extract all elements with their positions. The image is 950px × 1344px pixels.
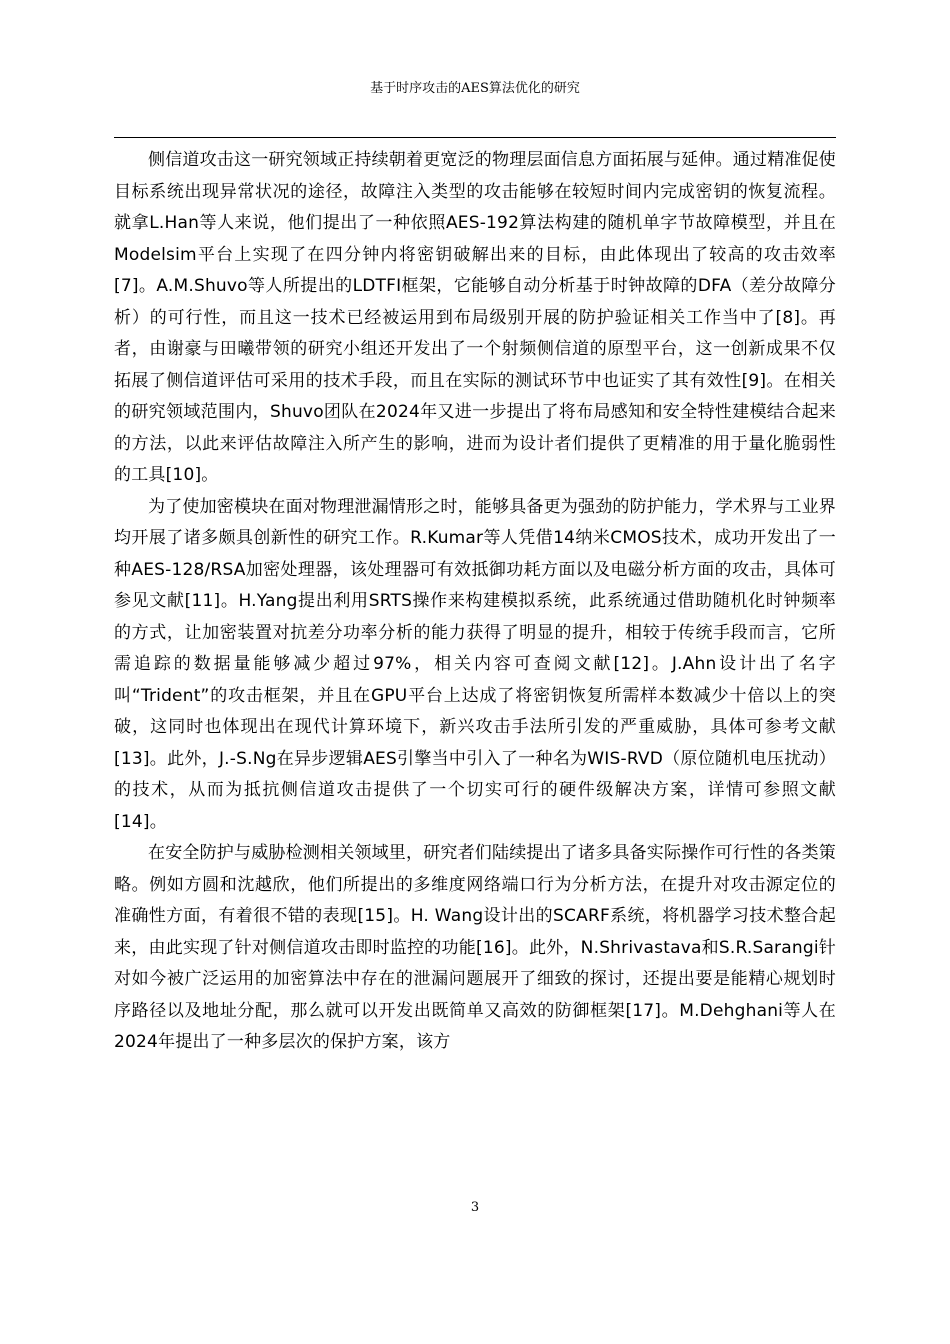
paragraph-hardware-countermeasures: 为了使加密模块在面对物理泄漏情形之时，能够具备更为强劲的防护能力，学术界与工业界均开展了诸多颇具创新性的研究工作。R.Kumar等人凭借14纳米CMOS技术，成功开发出了一种AES-128/RSA加密处理器，该处理器可有效抵御功耗方面以及电磁分析方面的攻击，具体可参见文献[11]。H.Yang提出利用SRTS操作来构建模拟系统，此系统通过借助随机化时钟频率的方式，让加密装置对抗差分功率分析的能力获得了明显的提升，相较于传统手段而言，它所需追踪的数据量能够减少超过97%，相关内容可查阅文献[12]。J.Ahn设计出了名字叫“Trident”的攻击框架，并且在GPU平台上达成了将密钥恢复所需样本数减少十倍以上的突破，这同时也体现出在现代计算环境下，新兴攻击手法所引发的严重威胁，具体可参考文献[13]。此外，J.-S.Ng在异步逻辑AES引擎当中引入了一种名为WIS-RVD（原位随机电压扰动）的技术，从而为抵抗侧信道攻击提供了一个切实可行的硬件级解决方案，详情可参照文献[14]。 xyxy=(114,496,836,832)
paragraph-fault-injection: 侧信道攻击这一研究领域正持续朝着更宽泛的物理层面信息方面拓展与延伸。通过精准促使目标系统出现异常状况的途径，故障注入类型的攻击能够在较短时间内完成密钥的恢复流程。就拿L.Han等人来说，他们提出了一种依照AES-192算法构建的随机单字节故障模型，并且在Modelsim平台上实现了在四分钟内将密钥破解出来的目标，由此体现出了较高的攻击效率[7]。A.M.Shuvo等人所提出的LDTFI框架，它能够自动分析基于时钟故障的DFA（差分故障分析）的可行性，而且这一技术已经被运用到布局级别开展的防护验证相关工作当中了[8]。再者，由谢豪与田曦带领的研究小组还开发出了一个射频侧信道的原型平台，这一创新成果不仅拓展了侧信道评估可采用的技术手段，而且在实际的测试环节中也证实了其有效性[9]。在相关的研究领域范围内，Shuvo团队在2024年又进一步提出了将布局感知和安全特性建模结合起来的方法，以此来评估故障注入所产生的影响，进而为设计者们提供了更精准的用于量化脆弱性的工具[10]。 xyxy=(114,150,836,485)
running-header: 基于时序攻击的AES算法优化的研究 xyxy=(370,81,580,96)
header-divider xyxy=(114,137,836,138)
body-text xyxy=(114,145,836,1059)
page-number: 3 xyxy=(470,1200,480,1215)
paragraph-detection-strategies: 在安全防护与威胁检测相关领域里，研究者们陆续提出了诸多具备实际操作可行性的各类策略。例如方圆和沈越欣，他们所提出的多维度网络端口行为分析方法，在提升对攻击源定位的准确性方面，有着很不错的表现[15]。H. Wang设计出的SCARF系统，将机器学习技术整合起来，由此实现了针对侧信道攻击即时监控的功能[16]。此外，N.Shrivastava和S.R.Sarangi针对如今被广泛运用的加密算法中存在的泄漏问题展开了细致的探讨，还提出要是能精心规划时序路径以及地址分配，那么就可以开发出既简单又高效的防御框架[17]。M.Dehghani等人在2024年提出了一种多层次的保护方案，该方 xyxy=(114,843,836,1052)
